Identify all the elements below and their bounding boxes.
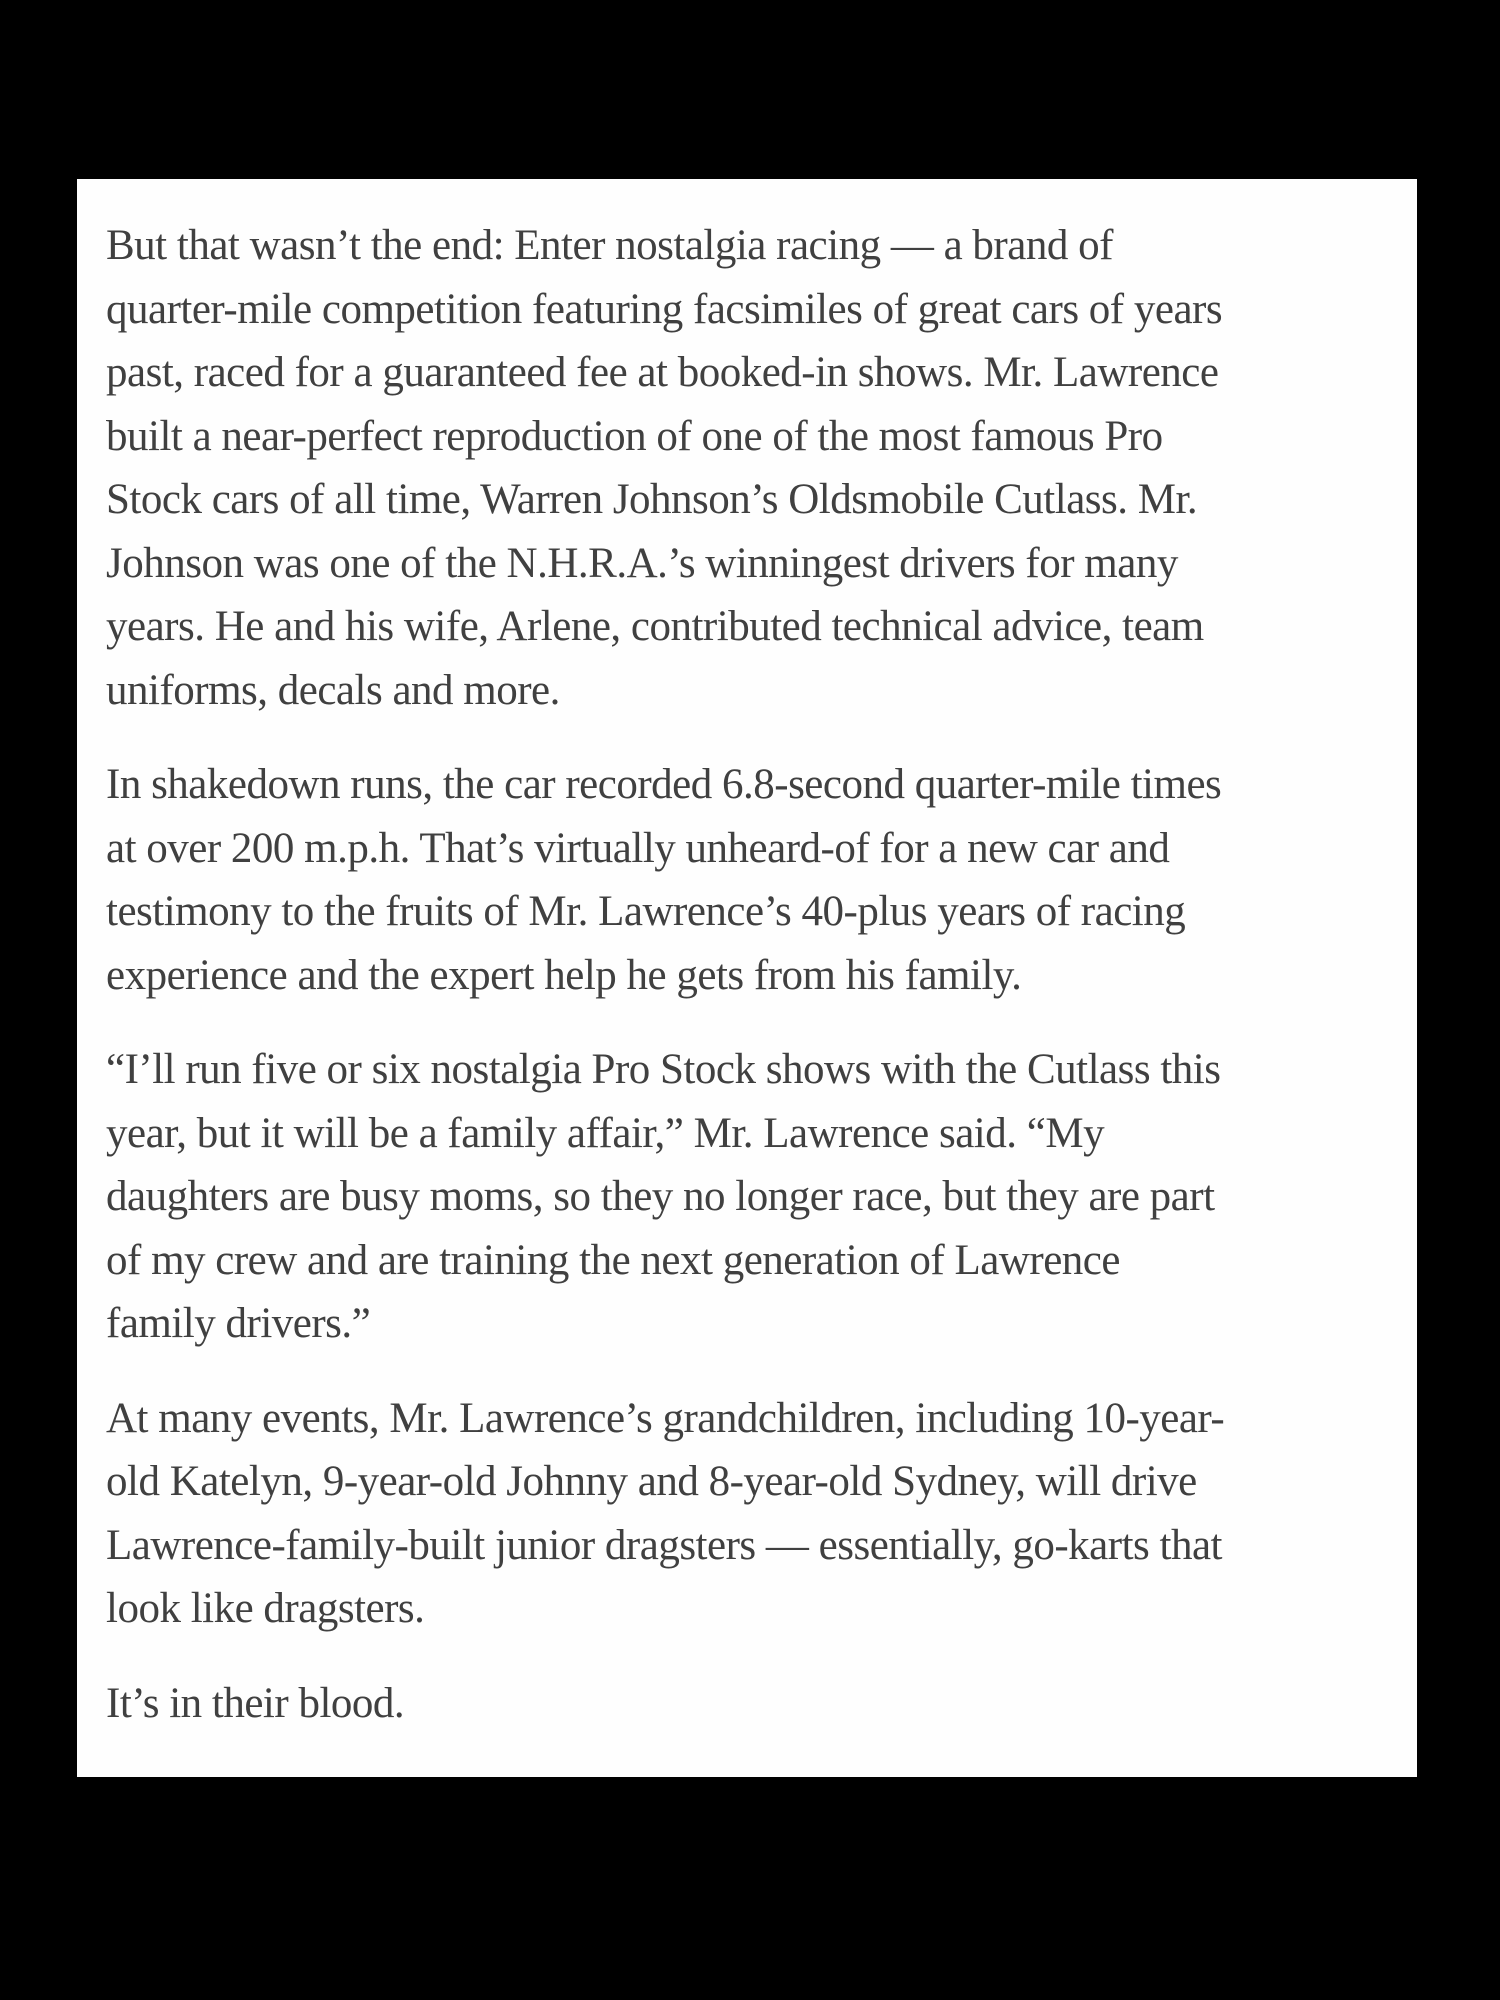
article-paragraph-4: At many events, Mr. Lawrence’s grandchildren, including 10-year- old Katelyn, 9-year-old Johnny and 8-year-old Sydney, will drive Lawrence-family-built junior dragsters — essentially, go-karts that look like dragsters. — [106, 1394, 1225, 1632]
article-paragraph-1: But that wasn’t the end: Enter nostalgia racing — a brand of quarter-mile competition featuring facsimiles of great cars of years past, raced for a guaranteed fee at booked-in shows. Mr. Lawrence built a near-perfect reproduction of one of the most famous Pro Stock cars of all time, Warren Johnson’s Oldsmobile Cutlass. Mr. Johnson was one of the N.H.R.A.’s winningest drivers for many years. He and his wife, Arlene, contributed technical advice, team uniforms, decals and more. — [106, 222, 1223, 714]
article-paragraph-3: “I’ll run five or six nostalgia Pro Stock shows with the Cutlass this year, but it will be a family affair,” Mr. Lawrence said. “My daughters are busy moms, so they no longer race, but they are part of my crew and are training the next generation of Lawrence family drivers.” — [106, 1046, 1221, 1347]
article-body — [106, 214, 1387, 1735]
article-paragraph-2: In shakedown runs, the car recorded 6.8-second quarter-mile times at over 200 m.p.h. That’s virtually unheard-of for a new car and testimony to the fruits of Mr. Lawrence’s 40-plus years of racing experience and the expert help he gets from his family. — [106, 761, 1222, 999]
article-text-card — [77, 179, 1417, 1777]
article-paragraph-5: It’s in their blood. — [106, 1679, 405, 1727]
